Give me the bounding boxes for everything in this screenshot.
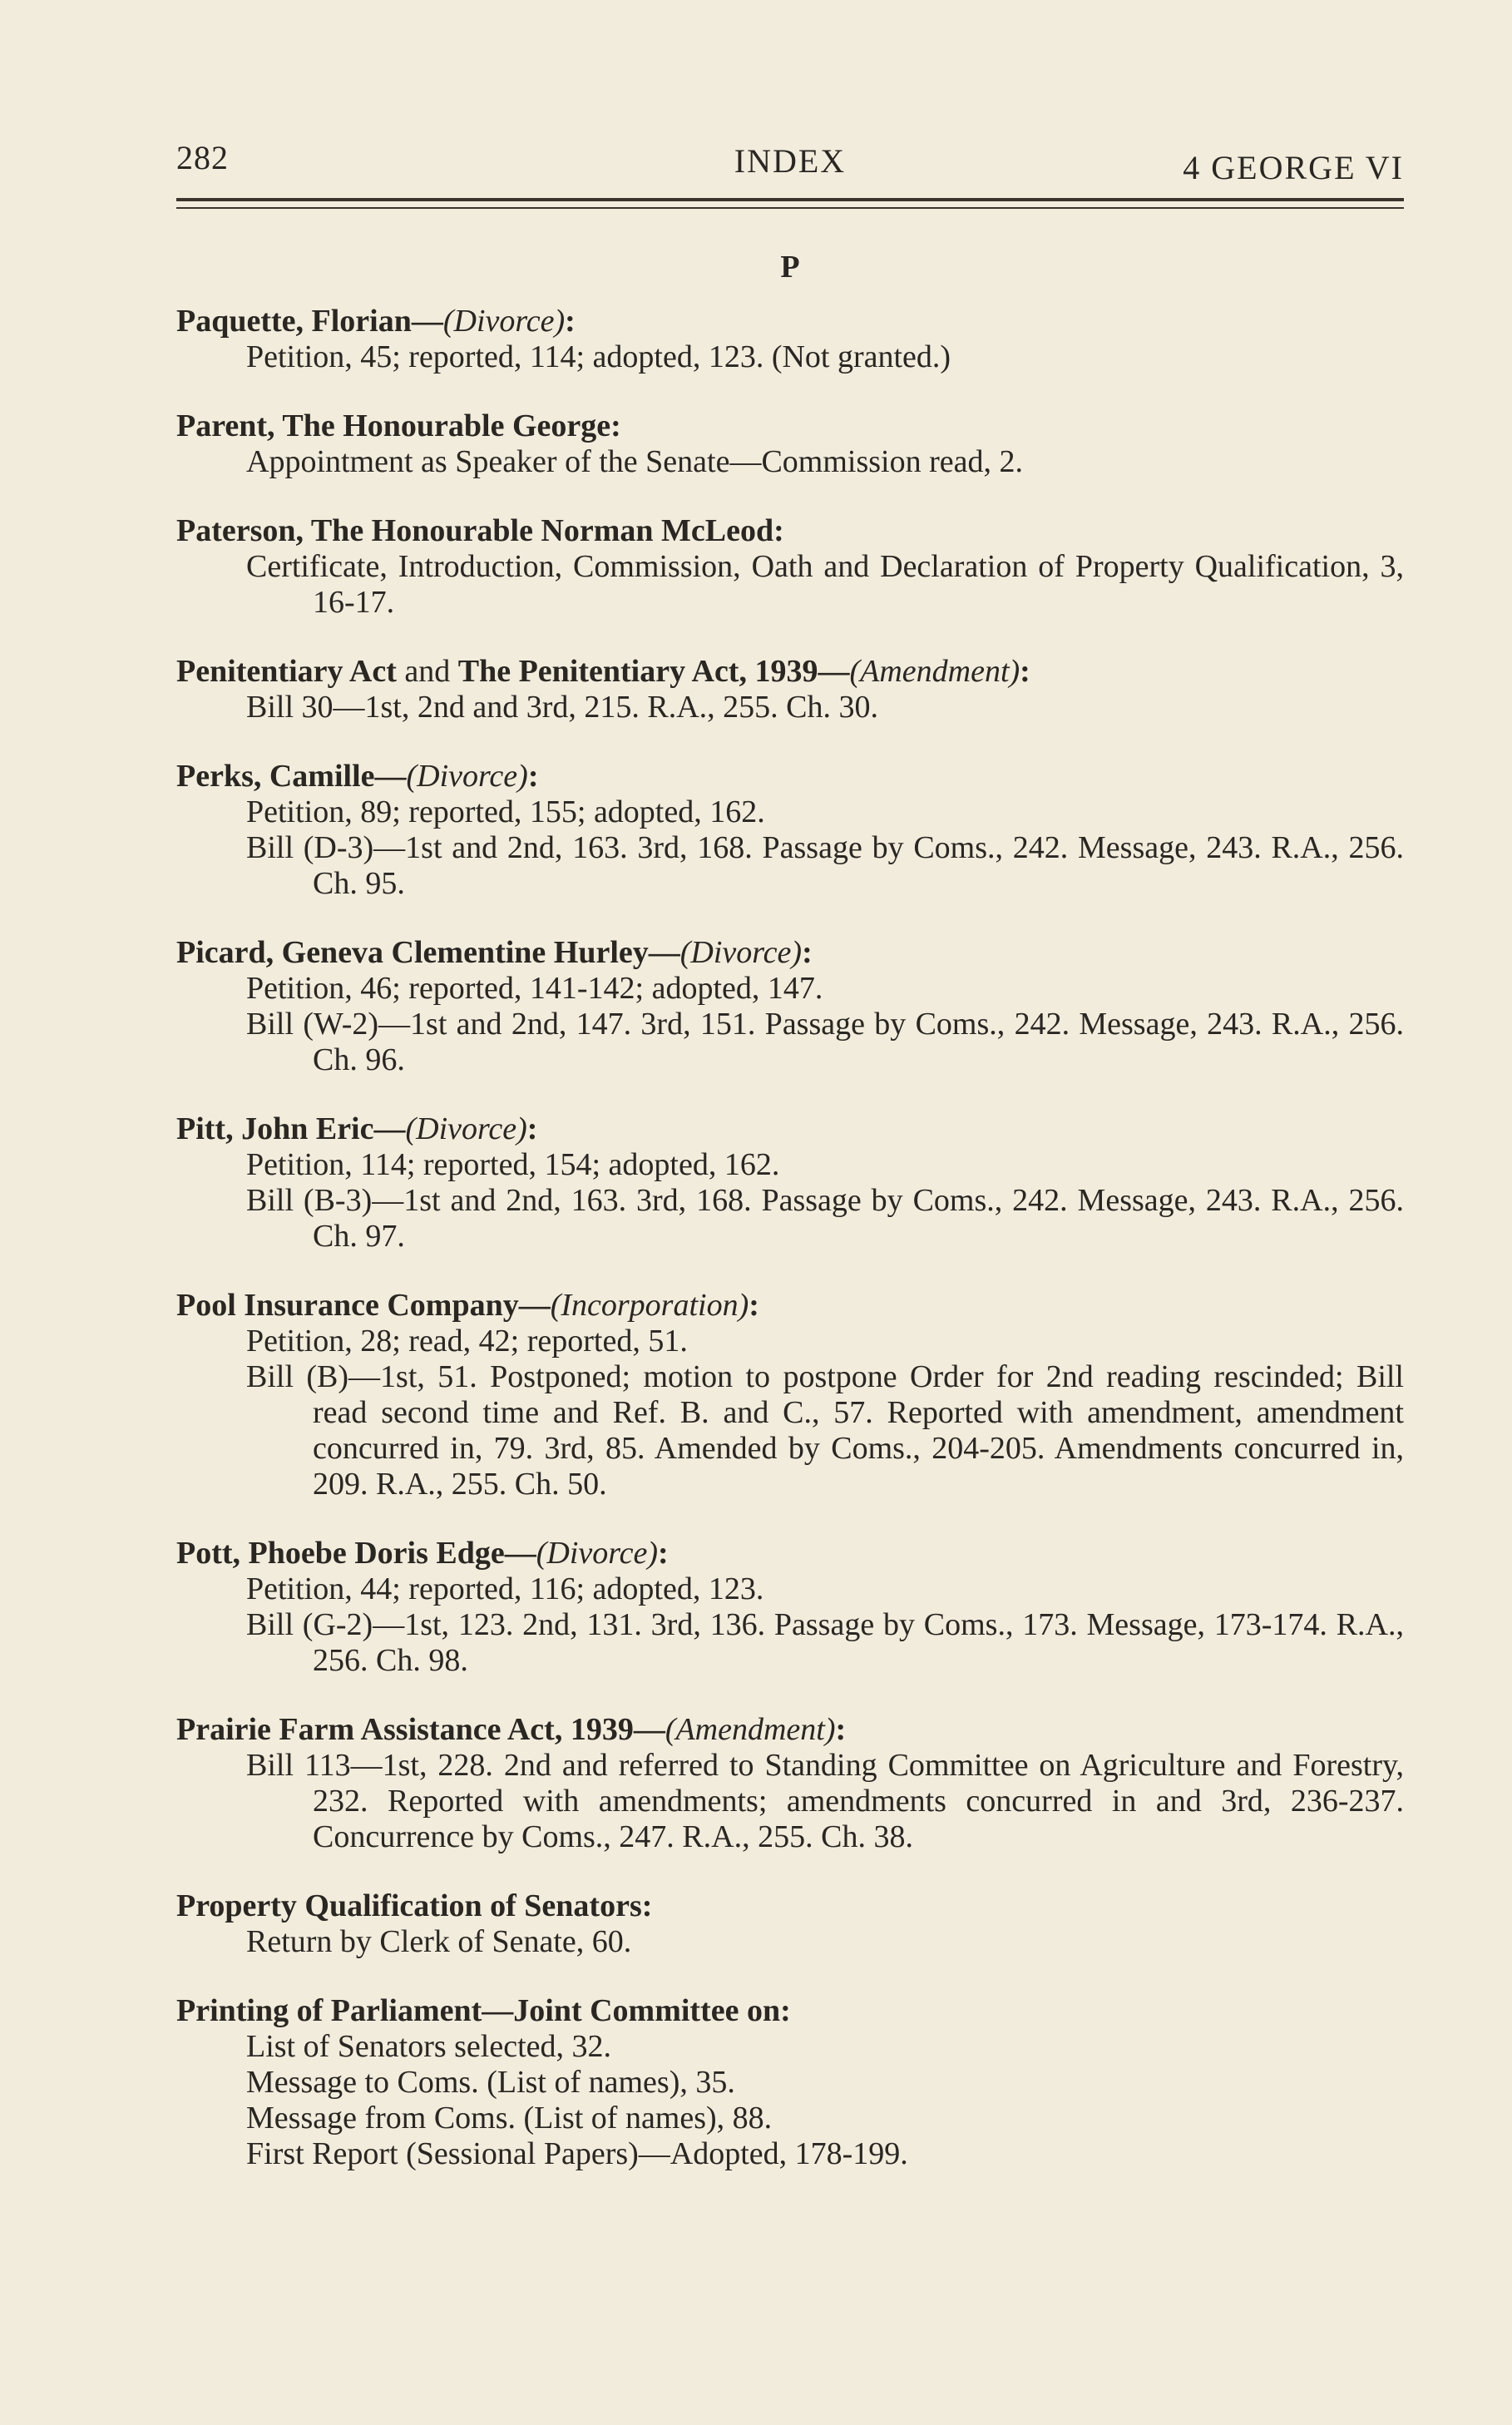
entry-qualifier: (Divorce) — [442, 304, 566, 339]
entry-heading-text: Paquette, Florian— — [176, 304, 443, 339]
index-entries — [176, 304, 1404, 2172]
index-entry — [176, 1536, 1404, 1679]
entry-heading-text: Paterson, The Honourable Norman McLeod: — [176, 513, 784, 548]
entry-heading — [176, 304, 1404, 339]
index-entry — [176, 1288, 1404, 1502]
entry-line: Appointment as Speaker of the Senate—Commission read, 2. — [246, 444, 1023, 479]
entry-heading — [176, 935, 1404, 971]
entry-line: List of Senators selected, 32. — [246, 2029, 612, 2064]
entry-heading-colon: : — [658, 1536, 669, 1571]
entry-heading-text: Parent, The Honourable George: — [176, 408, 621, 443]
entry-line: Petition, 45; reported, 114; adopted, 123. (Not granted.) — [246, 339, 951, 374]
index-entry — [176, 935, 1404, 1078]
entry-heading-text: Prairie Farm Assistance Act, 1939— — [176, 1712, 665, 1747]
entry-heading-text-2: The Penitentiary Act, 1939— — [457, 654, 850, 689]
entry-heading-text: Picard, Geneva Clementine Hurley— — [176, 935, 680, 970]
entry-heading-text: Perks, Camille— — [176, 759, 407, 794]
entry-heading-text: Pool Insurance Company— — [176, 1288, 551, 1323]
entry-heading-text: Penitentiary Act — [176, 654, 397, 689]
reign-label: 4 GEORGE VI — [1183, 149, 1404, 186]
entry-heading — [176, 654, 1404, 690]
entry-heading — [176, 759, 1404, 794]
entry-heading-text: Printing of Parliament—Joint Committee on: — [176, 1993, 791, 2028]
entry-heading-colon: : — [802, 935, 813, 970]
entry-qualifier: (Divorce) — [536, 1536, 659, 1571]
entry-line: Petition, 114; reported, 154; adopted, 162. — [246, 1147, 780, 1182]
entry-heading — [176, 1993, 1404, 2029]
entry-line: First Report (Sessional Papers)—Adopted, 178-199. — [246, 2136, 908, 2171]
entry-line: Return by Clerk of Senate, 60. — [246, 1924, 632, 1959]
section-letter: P — [780, 250, 800, 285]
header-rule-thin — [176, 207, 1404, 209]
entry-line: Bill (D-3)—1st and 2nd, 163. 3rd, 168. Passage by Coms., 242. Message, 243. R.A., 256. Ch. 95. — [246, 830, 1404, 901]
index-entry — [176, 654, 1404, 725]
index-entry — [176, 513, 1404, 621]
entry-heading-colon: : — [835, 1712, 847, 1747]
entry-heading-colon: : — [565, 304, 576, 339]
entry-line: Bill 30—1st, 2nd and 3rd, 215. R.A., 255. Ch. 30. — [246, 690, 879, 725]
entry-heading — [176, 1712, 1404, 1748]
index-entry — [176, 1888, 1404, 1960]
entry-heading-connector: and — [396, 654, 458, 689]
index-entry — [176, 1111, 1404, 1255]
entry-heading — [176, 1288, 1404, 1324]
entry-qualifier: (Incorporation) — [550, 1288, 749, 1323]
entry-line: Petition, 46; reported, 141-142; adopted, 147. — [246, 971, 823, 1006]
entry-heading-text: Property Qualification of Senators: — [176, 1888, 653, 1923]
entry-heading — [176, 1536, 1404, 1571]
index-entry — [176, 1712, 1404, 1855]
entry-heading — [176, 1888, 1404, 1924]
page-header — [176, 133, 1404, 186]
page-title: INDEX — [734, 142, 847, 180]
header-rule-thick — [176, 198, 1404, 201]
entry-line: Message to Coms. (List of names), 35. — [246, 2065, 735, 2100]
entry-qualifier: (Divorce) — [679, 935, 803, 970]
entry-line: Petition, 44; reported, 116; adopted, 123. — [246, 1571, 764, 1606]
index-entry — [176, 408, 1404, 480]
entry-heading — [176, 513, 1404, 549]
entry-qualifier: (Amendment) — [849, 654, 1020, 689]
index-entry — [176, 1993, 1404, 2172]
entry-qualifier: (Divorce) — [406, 759, 528, 794]
page-number: 282 — [176, 139, 229, 176]
entry-line: Petition, 89; reported, 155; adopted, 162. — [246, 794, 765, 829]
entry-qualifier: (Divorce) — [405, 1111, 527, 1146]
entry-heading — [176, 408, 1404, 444]
index-entry — [176, 304, 1404, 375]
entry-heading-text: Pitt, John Eric— — [176, 1111, 406, 1146]
entry-heading-colon: : — [749, 1288, 759, 1323]
entry-line: Bill (B-3)—1st and 2nd, 163. 3rd, 168. Passage by Coms., 242. Message, 243. R.A., 256. Ch. 97. — [246, 1183, 1404, 1254]
index-entry — [176, 759, 1404, 902]
entry-qualifier: (Amendment) — [665, 1712, 836, 1747]
entry-line: Bill (G-2)—1st, 123. 2nd, 131. 3rd, 136. Passage by Coms., 173. Message, 173-174. R.A., 256. Ch. 98. — [246, 1607, 1404, 1678]
entry-heading-text: Pott, Phoebe Doris Edge— — [176, 1536, 536, 1571]
entry-line: Bill 113—1st, 228. 2nd and referred to Standing Committee on Agriculture and Forestry, 232. Reported with amendments; amendments concurred in and 3rd, 236-237. Concurrence by Coms., 247. R.A., 255. Ch. 38. — [246, 1748, 1404, 1854]
entry-heading-colon: : — [527, 759, 539, 794]
entry-heading-colon: : — [1020, 654, 1030, 689]
entry-line: Petition, 28; read, 42; reported, 51. — [246, 1324, 688, 1358]
entry-heading — [176, 1111, 1404, 1147]
entry-line: Message from Coms. (List of names), 88. — [246, 2101, 773, 2135]
entry-line: Bill (W-2)—1st and 2nd, 147. 3rd, 151. Passage by Coms., 242. Message, 243. R.A., 256. Ch. 96. — [246, 1007, 1404, 1077]
entry-line: Certificate, Introduction, Commission, Oath and Declaration of Property Qualification, 3, 16-17. — [246, 549, 1404, 620]
entry-line: Bill (B)—1st, 51. Postponed; motion to postpone Order for 2nd reading rescinded; Bill read second time and Ref. B. and C., 57. Reported with amendment, amendment concurred in, 79. 3rd, 85. Amended by Coms., 204-205. Amendments concurred in, 209. R.A., 255. Ch. 50. — [246, 1359, 1404, 1502]
entry-heading-colon: : — [526, 1111, 538, 1146]
